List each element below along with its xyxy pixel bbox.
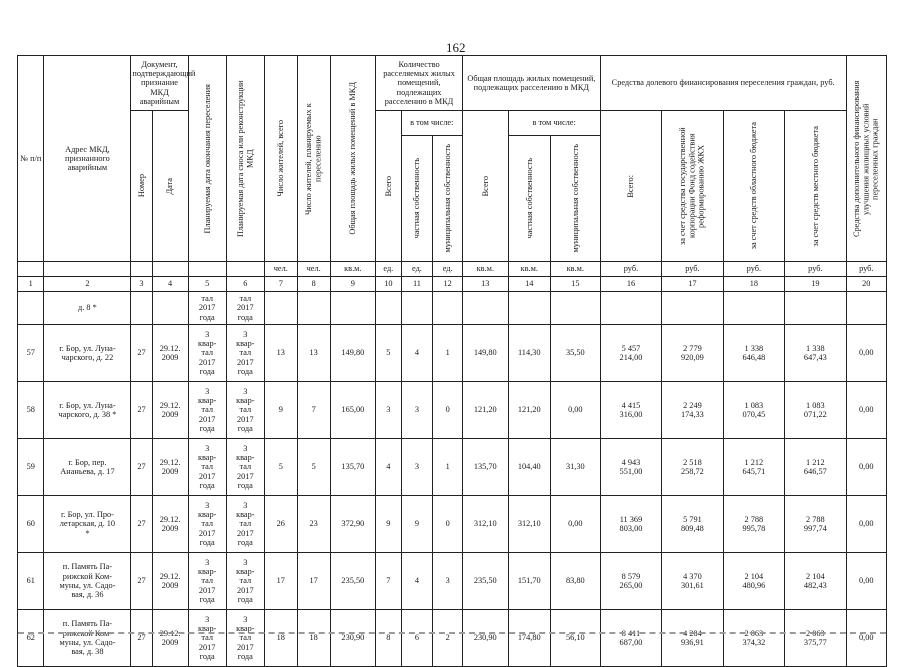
header-funds-total: Всего: — [600, 111, 661, 262]
header-doc-date: Дата — [152, 111, 188, 262]
cell-empty — [550, 292, 600, 325]
row-funds-local: 1 083 071,22 — [785, 382, 847, 439]
row-resettle-date: 3 квар- тал 2017 года — [188, 439, 226, 496]
row-doc-number: 27 — [131, 553, 152, 610]
header-area-private: частная собственность — [508, 136, 550, 262]
unit-cell — [44, 262, 131, 277]
cell-empty — [18, 292, 44, 325]
row-residents: 18 — [264, 610, 297, 667]
column-number: 9 — [330, 277, 376, 292]
row-number: 60 — [18, 496, 44, 553]
table-row — [18, 439, 887, 496]
row-area-resettle-total: 312,10 — [462, 496, 508, 553]
table-row — [18, 496, 887, 553]
row-resettle-date: 3 квар- тал 2017 года — [188, 496, 226, 553]
header-demolish-date: Планируемая дата сноса или реконструкции МКД — [226, 56, 264, 262]
row-rooms-total: 4 — [376, 439, 401, 496]
continuation-address: д. 8 * — [44, 292, 131, 325]
row-number: 62 — [18, 610, 44, 667]
column-number: 19 — [785, 277, 847, 292]
column-number: 14 — [508, 277, 550, 292]
row-rooms-total: 7 — [376, 553, 401, 610]
row-area-resettle-total: 121,20 — [462, 382, 508, 439]
unit-cell: руб. — [662, 262, 723, 277]
cell-empty — [723, 292, 784, 325]
cell-empty — [462, 292, 508, 325]
row-funds-fund: 2 518 258,72 — [662, 439, 723, 496]
row-funds-fund: 4 284 936,91 — [662, 610, 723, 667]
header-rooms-incl: в том числе: — [401, 111, 462, 136]
row-rooms-private: 3 — [401, 382, 433, 439]
row-area-municipal: 56,10 — [550, 610, 600, 667]
row-additional-funds: 0,00 — [846, 553, 886, 610]
row-residents: 13 — [264, 325, 297, 382]
column-number: 3 — [131, 277, 152, 292]
cell-empty — [508, 292, 550, 325]
row-area-resettle-total: 135,70 — [462, 439, 508, 496]
row-area-private: 312,10 — [508, 496, 550, 553]
cell-empty — [600, 292, 661, 325]
header-funds-fund: за счет средства государственной корпорации Фонд содействия реформированию ЖКХ — [662, 111, 723, 262]
row-funds-fund: 2 779 920,09 — [662, 325, 723, 382]
row-demolish-date: 3 квар- тал 2017 года — [226, 325, 264, 382]
row-area-resettle-total: 149,80 — [462, 325, 508, 382]
column-number: 11 — [401, 277, 433, 292]
unit-cell: ед. — [401, 262, 433, 277]
column-number: 7 — [264, 277, 297, 292]
row-doc-number: 27 — [131, 382, 152, 439]
row-rooms-municipal: 1 — [433, 325, 463, 382]
header-area-municipal: муниципальная собственность — [550, 136, 600, 262]
row-rooms-total: 8 — [376, 610, 401, 667]
row-residents-planned: 13 — [297, 325, 330, 382]
unit-cell — [226, 262, 264, 277]
column-number: 18 — [723, 277, 784, 292]
unit-cell: кв.м. — [550, 262, 600, 277]
header-num: № п/п — [18, 56, 44, 262]
column-number: 6 — [226, 277, 264, 292]
unit-cell: чел. — [264, 262, 297, 277]
row-residents-planned: 18 — [297, 610, 330, 667]
column-number: 4 — [152, 277, 188, 292]
header-row-1 — [18, 56, 887, 111]
row-demolish-date: 3 квар- тал 2017 года — [226, 439, 264, 496]
row-rooms-municipal: 1 — [433, 439, 463, 496]
cell-empty — [297, 292, 330, 325]
cell-empty — [264, 292, 297, 325]
row-funds-region: 1 212 645,71 — [723, 439, 784, 496]
cell-empty — [330, 292, 376, 325]
row-rooms-total: 5 — [376, 325, 401, 382]
row-doc-number: 27 — [131, 439, 152, 496]
row-address: г. Бор, ул. Луна- чарского, д. 38 * — [44, 382, 131, 439]
row-residents: 26 — [264, 496, 297, 553]
row-funds-total: 11 369 803,00 — [600, 496, 661, 553]
row-resettle-date: 3 квар- тал 2017 года — [188, 325, 226, 382]
column-number: 1 — [18, 277, 44, 292]
row-doc-date: 29.12. 2009 — [152, 496, 188, 553]
row-doc-number: 27 — [131, 325, 152, 382]
unit-cell — [131, 262, 152, 277]
cell-empty — [131, 292, 152, 325]
row-doc-number: 27 — [131, 496, 152, 553]
cell-empty — [662, 292, 723, 325]
row-area-total: 135,70 — [330, 439, 376, 496]
header-area-incl: в том числе: — [508, 111, 600, 136]
column-number: 20 — [846, 277, 886, 292]
unit-cell: чел. — [297, 262, 330, 277]
row-funds-total: 4 415 316,00 — [600, 382, 661, 439]
page-bottom-edge — [18, 632, 886, 634]
row-area-total: 149,80 — [330, 325, 376, 382]
row-funds-local: 1 338 647,43 — [785, 325, 847, 382]
row-rooms-private: 9 — [401, 496, 433, 553]
continuation-row — [18, 292, 887, 325]
unit-cell — [152, 262, 188, 277]
row-rooms-municipal: 2 — [433, 610, 463, 667]
cell-empty — [785, 292, 847, 325]
row-area-resettle-total: 235,50 — [462, 553, 508, 610]
row-additional-funds: 0,00 — [846, 325, 886, 382]
unit-cell: кв.м. — [462, 262, 508, 277]
row-residents-planned: 23 — [297, 496, 330, 553]
row-rooms-total: 9 — [376, 496, 401, 553]
row-additional-funds: 0,00 — [846, 439, 886, 496]
row-residents-planned: 17 — [297, 553, 330, 610]
header-funds-local: за счет средств местного бюджета — [785, 111, 847, 262]
page-number: 162 — [446, 40, 466, 55]
row-rooms-municipal: 0 — [433, 382, 463, 439]
row-residents: 5 — [264, 439, 297, 496]
row-funds-region: 1 338 646,48 — [723, 325, 784, 382]
header-rooms-total: Всего — [376, 111, 401, 262]
row-residents: 9 — [264, 382, 297, 439]
column-number: 15 — [550, 277, 600, 292]
header-rooms: Количество расселяемых жилых помещений, подлежащих расселению в МКД — [376, 56, 463, 111]
column-number: 16 — [600, 277, 661, 292]
row-area-private: 114,30 — [508, 325, 550, 382]
row-funds-local: 2 104 482,43 — [785, 553, 847, 610]
row-number: 59 — [18, 439, 44, 496]
continuation-resettle: тал 2017 года — [188, 292, 226, 325]
table-row — [18, 610, 887, 667]
cell-empty — [376, 292, 401, 325]
row-resettle-date: 3 квар- тал 2017 года — [188, 553, 226, 610]
row-funds-fund: 4 370 301,61 — [662, 553, 723, 610]
row-doc-date: 29.12. 2009 — [152, 610, 188, 667]
row-number: 57 — [18, 325, 44, 382]
column-number: 17 — [662, 277, 723, 292]
row-area-private: 104,40 — [508, 439, 550, 496]
unit-cell: руб. — [723, 262, 784, 277]
header-row-2 — [18, 111, 887, 136]
units-row — [18, 262, 887, 277]
column-number: 8 — [297, 277, 330, 292]
row-funds-local: 2 063 375,77 — [785, 610, 847, 667]
header-residents: Число жителей, всего — [264, 56, 297, 262]
header-doc-number: Номер — [131, 111, 152, 262]
row-residents: 17 — [264, 553, 297, 610]
unit-cell: руб. — [846, 262, 886, 277]
row-area-resettle-total: 230,90 — [462, 610, 508, 667]
row-doc-date: 29.12. 2009 — [152, 325, 188, 382]
row-rooms-municipal: 3 — [433, 553, 463, 610]
row-funds-total: 5 457 214,00 — [600, 325, 661, 382]
cell-empty — [433, 292, 463, 325]
row-address: п. Память Па- рижской Ком- муны, ул. Садо- вая, д. 36 — [44, 553, 131, 610]
row-demolish-date: 3 квар- тал 2017 года — [226, 496, 264, 553]
header-additional-funds: Средства дополнительного финансирования улучшения жилищных условий переселенных граждан — [846, 56, 886, 262]
row-address: г. Бор, пер. Ананьева, д. 17 — [44, 439, 131, 496]
row-rooms-private: 4 — [401, 325, 433, 382]
header-area-resettle: Общая площадь жилых помещений, подлежащих расселению в МКД — [462, 56, 600, 111]
row-funds-region: 2 788 995,78 — [723, 496, 784, 553]
row-funds-fund: 2 249 174,33 — [662, 382, 723, 439]
header-address: Адрес МКД, признанного аварийным — [44, 56, 131, 262]
row-funds-region: 2 104 480,96 — [723, 553, 784, 610]
row-funds-total: 8 411 687,00 — [600, 610, 661, 667]
row-area-private: 151,70 — [508, 553, 550, 610]
row-area-private: 174,80 — [508, 610, 550, 667]
cell-empty — [152, 292, 188, 325]
row-area-municipal: 31,30 — [550, 439, 600, 496]
column-number: 10 — [376, 277, 401, 292]
table-row — [18, 325, 887, 382]
header-area-total: Общая площадь жилых помещений в МКД — [330, 56, 376, 262]
header-resettle-date: Планируемая дата окончания переселения — [188, 56, 226, 262]
row-resettle-date: 3 квар- тал 2017 года — [188, 382, 226, 439]
row-rooms-private: 4 — [401, 553, 433, 610]
row-residents-planned: 7 — [297, 382, 330, 439]
row-doc-date: 29.12. 2009 — [152, 382, 188, 439]
unit-cell — [18, 262, 44, 277]
row-doc-number: 27 — [131, 610, 152, 667]
row-demolish-date: 3 квар- тал 2017 года — [226, 382, 264, 439]
unit-cell: руб. — [600, 262, 661, 277]
row-area-total: 230,90 — [330, 610, 376, 667]
table-body — [18, 56, 887, 667]
row-additional-funds: 0,00 — [846, 496, 886, 553]
header-residents-planned: Число жителей, планируемых к переселению — [297, 56, 330, 262]
row-rooms-private: 6 — [401, 610, 433, 667]
row-funds-region: 1 083 070,45 — [723, 382, 784, 439]
row-rooms-private: 3 — [401, 439, 433, 496]
row-address: г. Бор, ул. Про- летарская, д. 10 * — [44, 496, 131, 553]
row-number: 61 — [18, 553, 44, 610]
row-funds-fund: 5 791 809,48 — [662, 496, 723, 553]
row-area-total: 372,90 — [330, 496, 376, 553]
row-additional-funds: 0,00 — [846, 382, 886, 439]
header-funds: Средства долевого финансирования переселения граждан, руб. — [600, 56, 846, 111]
row-address: г. Бор, ул. Луна- чарского, д. 22 — [44, 325, 131, 382]
header-area2-total: Всего — [462, 111, 508, 262]
unit-cell — [188, 262, 226, 277]
row-resettle-date: 3 квар- тал 2017 года — [188, 610, 226, 667]
unit-cell: кв.м. — [330, 262, 376, 277]
row-area-private: 121,20 — [508, 382, 550, 439]
row-funds-total: 4 943 551,00 — [600, 439, 661, 496]
table-row — [18, 553, 887, 610]
header-rooms-municipal: муниципальная собственность — [433, 136, 463, 262]
row-area-total: 235,50 — [330, 553, 376, 610]
row-funds-region: 2 063 374,32 — [723, 610, 784, 667]
row-area-municipal: 0,00 — [550, 382, 600, 439]
row-funds-local: 1 212 646,57 — [785, 439, 847, 496]
row-number: 58 — [18, 382, 44, 439]
row-doc-date: 29.12. 2009 — [152, 553, 188, 610]
cell-empty — [846, 292, 886, 325]
row-area-total: 165,00 — [330, 382, 376, 439]
continuation-demolish: тал 2017 года — [226, 292, 264, 325]
row-residents-planned: 5 — [297, 439, 330, 496]
row-additional-funds: 0,00 — [846, 610, 886, 667]
row-funds-local: 2 788 997,74 — [785, 496, 847, 553]
row-rooms-total: 3 — [376, 382, 401, 439]
column-number: 2 — [44, 277, 131, 292]
row-area-municipal: 83,80 — [550, 553, 600, 610]
unit-cell: ед. — [376, 262, 401, 277]
column-number-row — [18, 277, 887, 292]
row-demolish-date: 3 квар- тал 2017 года — [226, 610, 264, 667]
resettlement-table — [17, 55, 887, 667]
row-demolish-date: 3 квар- тал 2017 года — [226, 553, 264, 610]
row-doc-date: 29.12. 2009 — [152, 439, 188, 496]
unit-cell: руб. — [785, 262, 847, 277]
cell-empty — [401, 292, 433, 325]
table-row — [18, 382, 887, 439]
row-address: п. Память Па- рижской Ком- муны, ул. Садо- вая, д. 38 — [44, 610, 131, 667]
column-number: 13 — [462, 277, 508, 292]
column-number: 12 — [433, 277, 463, 292]
column-number: 5 — [188, 277, 226, 292]
unit-cell: кв.м. — [508, 262, 550, 277]
row-area-municipal: 35,50 — [550, 325, 600, 382]
header-funds-region: за счет средств областного бюджета — [723, 111, 784, 262]
header-rooms-private: частная собственность — [401, 136, 433, 262]
row-area-municipal: 0,00 — [550, 496, 600, 553]
header-document: Документ, подтверждающий признание МКД аварийным — [131, 56, 188, 111]
row-funds-total: 8 579 265,00 — [600, 553, 661, 610]
row-rooms-municipal: 0 — [433, 496, 463, 553]
unit-cell: ед. — [433, 262, 463, 277]
